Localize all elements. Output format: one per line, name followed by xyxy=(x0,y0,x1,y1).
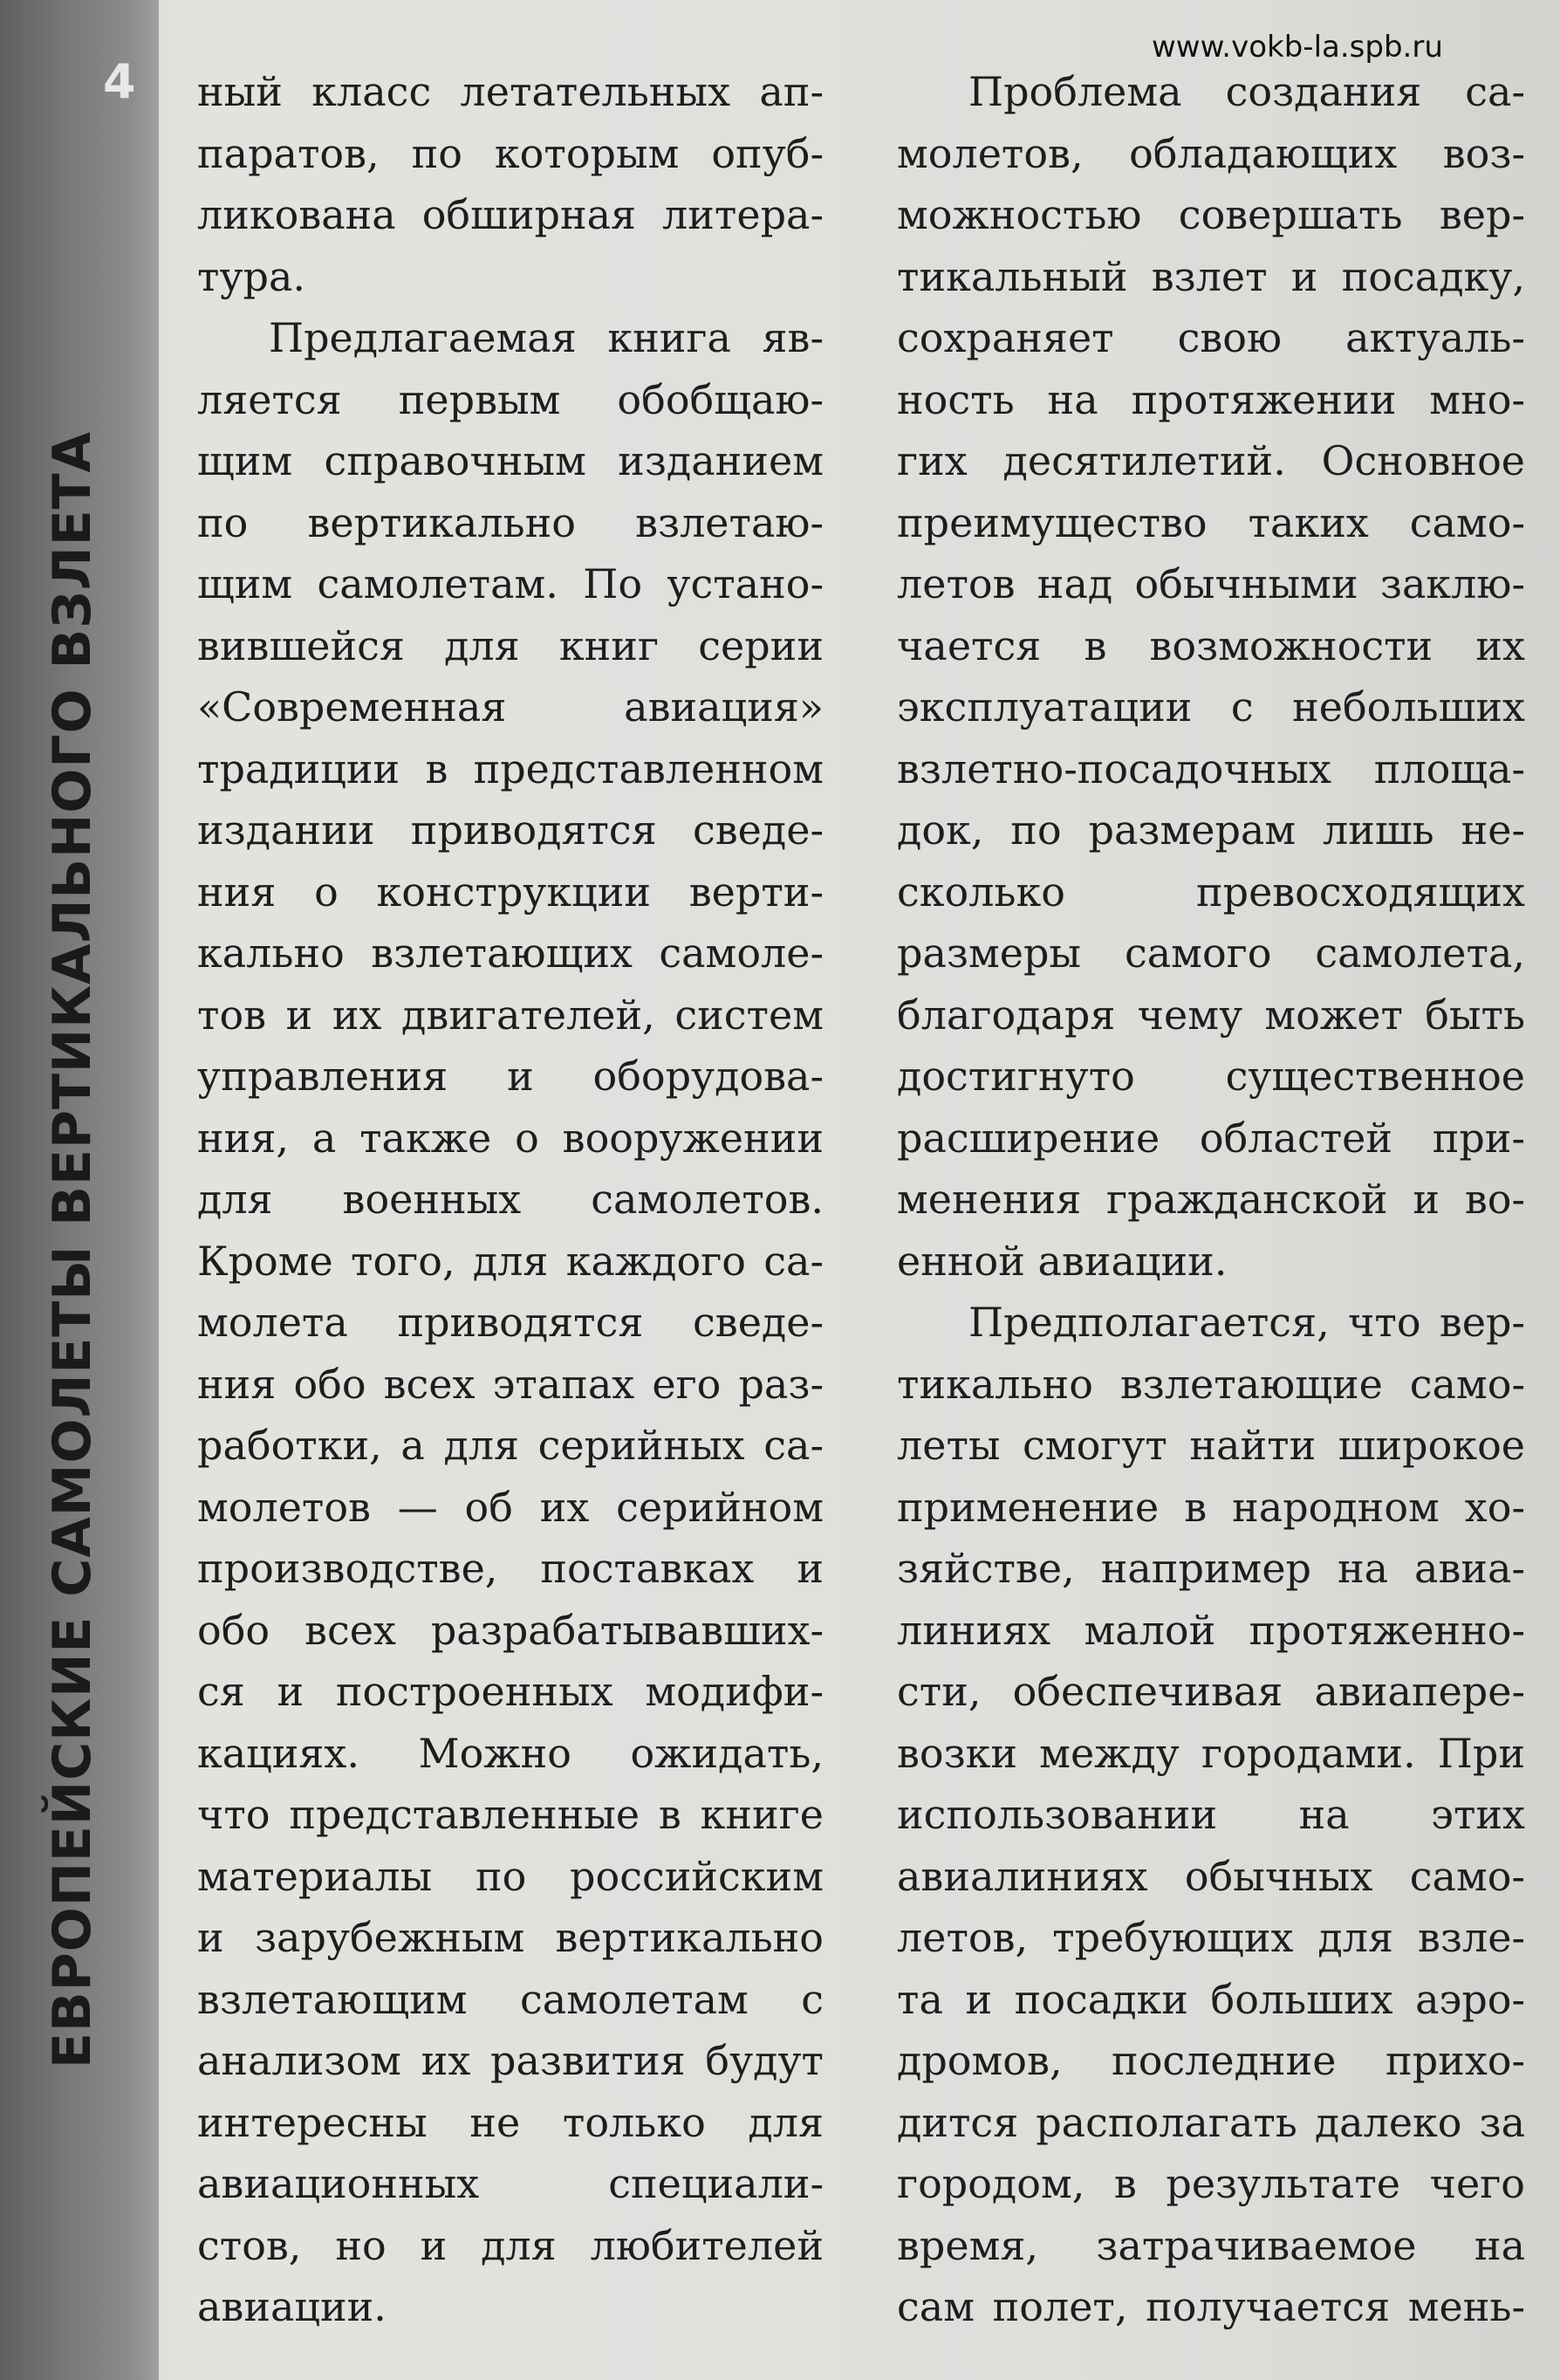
text-line: городом, в результате чего xyxy=(897,2160,1525,2207)
text-line: паратов, по которым опуб- xyxy=(197,129,824,177)
text-line: материалы по российским xyxy=(197,1852,824,1900)
text-line: взлетающим самолетам с xyxy=(197,1975,824,2023)
text-line: док, по размерам лишь не- xyxy=(897,806,1525,854)
text-line: Кроме того, для каждого са- xyxy=(197,1237,824,1285)
spine-title: ЕВРОПЕЙСКИЕ САМОЛЕТЫ ВЕРТИКАЛЬНОГО ВЗЛЕТА xyxy=(42,430,103,2068)
text-line: Предлагаемая книга яв- xyxy=(269,314,824,361)
text-line: Предполагается, что вер- xyxy=(968,1299,1525,1346)
text-line: енной авиации. xyxy=(897,1237,1228,1285)
text-line: дромов, последние прихо- xyxy=(897,2037,1525,2084)
spine-band xyxy=(0,0,159,2380)
text-line: что представленные в книге xyxy=(197,1791,824,1838)
text-line: ляется первым обобщаю- xyxy=(197,375,824,423)
text-line: использовании на этих xyxy=(897,1791,1525,1838)
text-line: эксплуатации с небольших xyxy=(897,683,1525,730)
text-line: традиции в представленном xyxy=(197,744,824,792)
text-line: вившейся для книг серии xyxy=(197,621,824,669)
text-line: сти, обеспечивая авиапере- xyxy=(897,1668,1525,1715)
text-line: издании приводятся сведе- xyxy=(197,806,824,854)
text-line: благодаря чему может быть xyxy=(897,991,1525,1039)
text-line: чается в возможности их xyxy=(897,621,1525,669)
text-line: ния, а также о вооружении xyxy=(197,1114,824,1162)
text-line: интересны не только для xyxy=(197,2098,824,2146)
text-line: гих десятилетий. Основное xyxy=(897,437,1525,484)
text-line: сохраняет свою актуаль- xyxy=(897,314,1525,361)
text-line: авиалиниях обычных само- xyxy=(897,1852,1525,1900)
text-line: менения гражданской и во- xyxy=(897,1176,1525,1223)
text-line: зяйстве, например на авиа- xyxy=(897,1545,1525,1592)
text-line: молетов, обладающих воз- xyxy=(897,129,1525,177)
text-line: линиях малой протяженно- xyxy=(897,1606,1525,1654)
text-line: тура. xyxy=(197,252,306,300)
text-line: ния обо всех этапах его раз- xyxy=(197,1360,824,1408)
text-line: расширение областей при- xyxy=(897,1114,1525,1162)
text-line: преимущество таких само- xyxy=(897,498,1525,546)
text-line: авиационных специали- xyxy=(197,2160,824,2207)
text-line: ся и построенных модифи- xyxy=(197,1668,824,1715)
text-line: работки, а для серийных са- xyxy=(197,1422,824,1469)
text-line: ния о конструкции верти- xyxy=(197,868,824,916)
text-line: взлетно-посадочных площа- xyxy=(897,744,1525,792)
text-line: и зарубежным вертикально xyxy=(197,1914,824,1961)
text-line: дится располагать далеко за xyxy=(897,2098,1525,2146)
left-text-column xyxy=(197,61,824,2338)
text-line: щим самолетам. По устано- xyxy=(197,560,824,607)
text-line: леты смогут найти широкое xyxy=(897,1422,1525,1469)
text-line: возки между городами. При xyxy=(897,1729,1525,1777)
text-line: производстве, поставках и xyxy=(197,1545,824,1592)
text-line: тикальный взлет и посадку, xyxy=(897,252,1525,300)
text-line: по вертикально взлетаю- xyxy=(197,498,824,546)
text-line: кально взлетающих самоле- xyxy=(197,929,824,977)
source-url: www.vokb-la.spb.ru xyxy=(1152,30,1443,65)
text-line: размеры самого самолета, xyxy=(897,929,1525,977)
text-line: достигнуто существенное xyxy=(897,1053,1525,1100)
text-line: обо всех разрабатывавших- xyxy=(197,1606,824,1654)
text-line: та и посадки больших аэро- xyxy=(897,1975,1525,2023)
text-line: применение в народном хо- xyxy=(897,1483,1525,1531)
text-line: время, затрачиваемое на xyxy=(897,2221,1525,2269)
text-line: стов, но и для любителей xyxy=(197,2221,824,2269)
text-line: тикально взлетающие само- xyxy=(897,1360,1525,1408)
text-line: молета приводятся сведе- xyxy=(197,1299,824,1346)
text-line: щим справочным изданием xyxy=(197,437,824,484)
text-line: управления и оборудова- xyxy=(197,1053,824,1100)
right-text-column xyxy=(897,61,1525,2338)
text-line: «Современная авиация» xyxy=(197,683,824,730)
text-line: молетов — об их серийном xyxy=(197,1483,824,1531)
text-line: Проблема создания са- xyxy=(968,68,1525,115)
text-line: сам полет, получается мень- xyxy=(897,2283,1525,2330)
text-line: тов и их двигателей, систем xyxy=(197,991,824,1039)
text-line: авиации. xyxy=(197,2283,387,2330)
text-line: можностью совершать вер- xyxy=(897,191,1525,238)
text-line: кациях. Можно ожидать, xyxy=(197,1729,824,1777)
text-line: анализом их развития будут xyxy=(197,2037,824,2084)
page-number: 4 xyxy=(103,54,136,109)
text-line: для военных самолетов. xyxy=(197,1176,824,1223)
text-line: летов, требующих для взле- xyxy=(897,1914,1525,1961)
text-line: летов над обычными заклю- xyxy=(897,560,1525,607)
text-line: ный класс летательных ап- xyxy=(197,68,824,115)
text-line: сколько превосходящих xyxy=(897,868,1525,916)
text-line: ликована обширная литера- xyxy=(197,191,824,238)
text-line: ность на протяжении мно- xyxy=(897,375,1525,423)
